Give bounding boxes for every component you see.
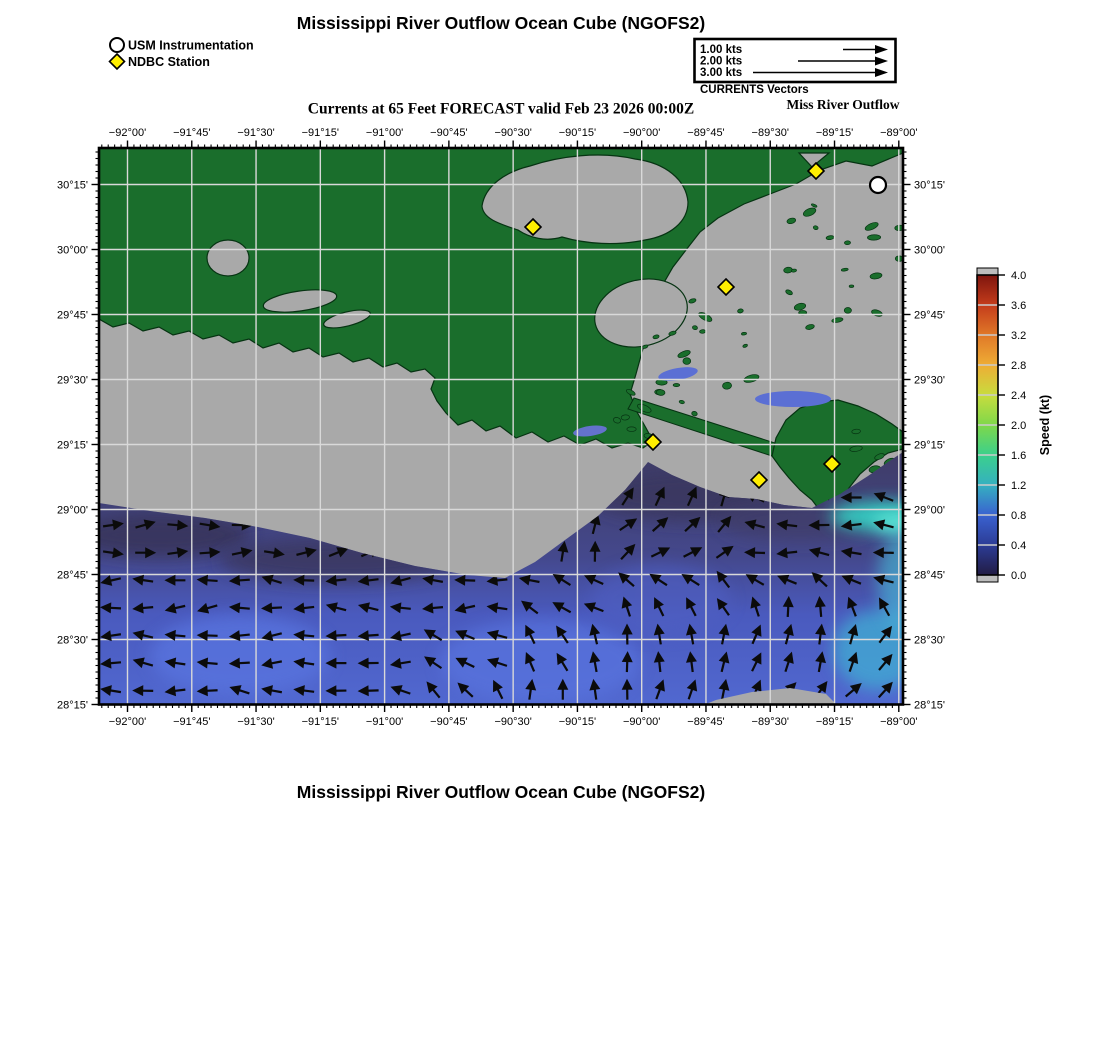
lat-tick-label-right: 28°45': [914, 569, 945, 582]
lat-tick-label-left: 30°00': [57, 244, 88, 257]
lat-tick-label-left: 28°45': [57, 569, 88, 582]
lat-tick-label-right: 30°00': [914, 244, 945, 257]
marsh-island: [867, 234, 880, 240]
page-title: Mississippi River Outflow Ocean Cube (NGOFS2): [296, 13, 706, 33]
lat-tick-label-right: 29°15': [914, 439, 945, 452]
ndbc-legend-label: NDBC Station: [128, 55, 210, 69]
lon-tick-label-top: −91°00': [365, 127, 404, 139]
lat-tick-label-left: 30°15': [57, 179, 88, 192]
marsh-island: [844, 241, 850, 245]
lake-maurepas: [207, 240, 249, 276]
lat-tick-label-right: 29°00': [914, 504, 945, 517]
lat-tick-label-left: 29°15': [57, 439, 88, 452]
usm-station-marker: [870, 177, 886, 193]
lon-tick-label-bottom: −92°00': [108, 716, 147, 728]
lon-tick-label-bottom: −91°45': [173, 716, 211, 728]
colorbar-tick-label: 0.4: [1011, 540, 1027, 552]
colorbar-tick-label: 4.0: [1011, 270, 1027, 282]
lon-tick-label-top: −91°45': [173, 127, 211, 139]
usm-circle-icon: [110, 38, 124, 52]
marsh-island: [627, 427, 636, 432]
lon-tick-label-bottom: −91°30': [237, 716, 275, 728]
vector-scale-label: 1.00 kts: [700, 44, 743, 56]
lon-tick-label-bottom: −90°15': [558, 716, 597, 728]
lon-tick-label-top: −90°30': [494, 127, 532, 139]
colorbar-tick-label: 2.8: [1011, 360, 1027, 372]
colorbar-top-cap: [977, 268, 998, 275]
lon-tick-label-top: −89°30': [751, 127, 789, 139]
lon-tick-label-bottom: −89°45': [687, 716, 725, 728]
lon-tick-label-bottom: −89°15': [815, 716, 854, 728]
lon-tick-label-bottom: −89°00': [880, 716, 918, 728]
marsh-island: [656, 389, 665, 396]
colorbar: [977, 268, 1052, 582]
lat-tick-label-left: 29°45': [57, 309, 88, 322]
usm-legend-label: USM Instrumentation: [128, 38, 254, 53]
marker-legend: [110, 38, 254, 69]
colorbar-tick-label: 1.6: [1011, 450, 1027, 462]
colorbar-axis-label: Speed (kt): [1038, 394, 1052, 456]
vector-scale-label: 3.00 kts: [700, 67, 743, 79]
lon-tick-label-bottom: −89°30': [751, 716, 789, 728]
bottom-title: Mississippi River Outflow Ocean Cube (NGOFS2): [296, 782, 706, 802]
colorbar-tick-label: 0.8: [1011, 510, 1027, 522]
lat-tick-label-right: 28°30': [914, 634, 945, 647]
marsh-island: [844, 307, 851, 313]
vector-scale-caption: CURRENTS Vectors: [700, 84, 809, 96]
lon-tick-label-bottom: −90°45': [430, 716, 468, 728]
colorbar-tick-label: 2.0: [1011, 420, 1027, 432]
lon-tick-label-top: −91°15': [301, 127, 340, 139]
ndbc-diamond-icon: [110, 54, 125, 69]
lon-tick-label-top: −89°45': [687, 127, 725, 139]
marsh-island: [621, 414, 630, 420]
colorbar-tick-label: 2.4: [1011, 390, 1027, 402]
lon-tick-label-top: −89°15': [815, 127, 854, 139]
colorbar-tick-label: 3.2: [1011, 330, 1027, 342]
lat-tick-label-right: 28°15': [914, 699, 945, 712]
lat-tick-label-left: 29°00': [57, 504, 88, 517]
colorbar-tick-label: 3.6: [1011, 300, 1027, 312]
map-panel: [57, 127, 945, 728]
lat-tick-label-left: 28°15': [57, 699, 88, 712]
colorbar-ticks: [998, 270, 1026, 582]
lon-tick-label-top: −92°00': [108, 127, 147, 139]
lon-tick-label-bottom: −90°30': [494, 716, 532, 728]
lon-tick-label-top: −90°45': [430, 127, 468, 139]
lon-tick-label-bottom: −91°15': [301, 716, 340, 728]
vector-scale-label: 2.00 kts: [700, 55, 743, 68]
marsh-island: [699, 329, 705, 333]
lat-tick-label-right: 30°15': [914, 179, 945, 192]
lon-tick-label-bottom: −90°00': [622, 716, 661, 728]
lat-tick-label-right: 29°30': [914, 374, 945, 387]
colorbar-tick-label: 1.2: [1011, 480, 1027, 492]
valid-time-subtitle: Currents at 65 Feet FORECAST valid Feb 23 2026 00:00Z: [307, 100, 695, 118]
lat-tick-label-left: 28°30': [57, 634, 88, 647]
colorbar-bottom-cap: [977, 575, 998, 582]
lat-tick-label-left: 29°30': [57, 374, 88, 387]
lon-tick-label-bottom: −91°00': [365, 716, 404, 728]
lon-tick-label-top: −91°30': [237, 127, 275, 139]
marsh-island: [852, 429, 861, 434]
lon-tick-label-top: −89°00': [880, 127, 918, 139]
lat-tick-label-right: 29°45': [914, 309, 945, 322]
marsh-island: [683, 358, 691, 365]
vector-scale-box: [695, 39, 900, 112]
region-label: Miss River Outflow: [786, 97, 900, 112]
marsh-island: [673, 383, 680, 386]
lon-tick-label-top: −90°00': [622, 127, 661, 139]
lon-tick-label-top: −90°15': [558, 127, 597, 139]
colorbar-tick-label: 0.0: [1011, 570, 1027, 582]
marsh-island: [849, 285, 854, 288]
